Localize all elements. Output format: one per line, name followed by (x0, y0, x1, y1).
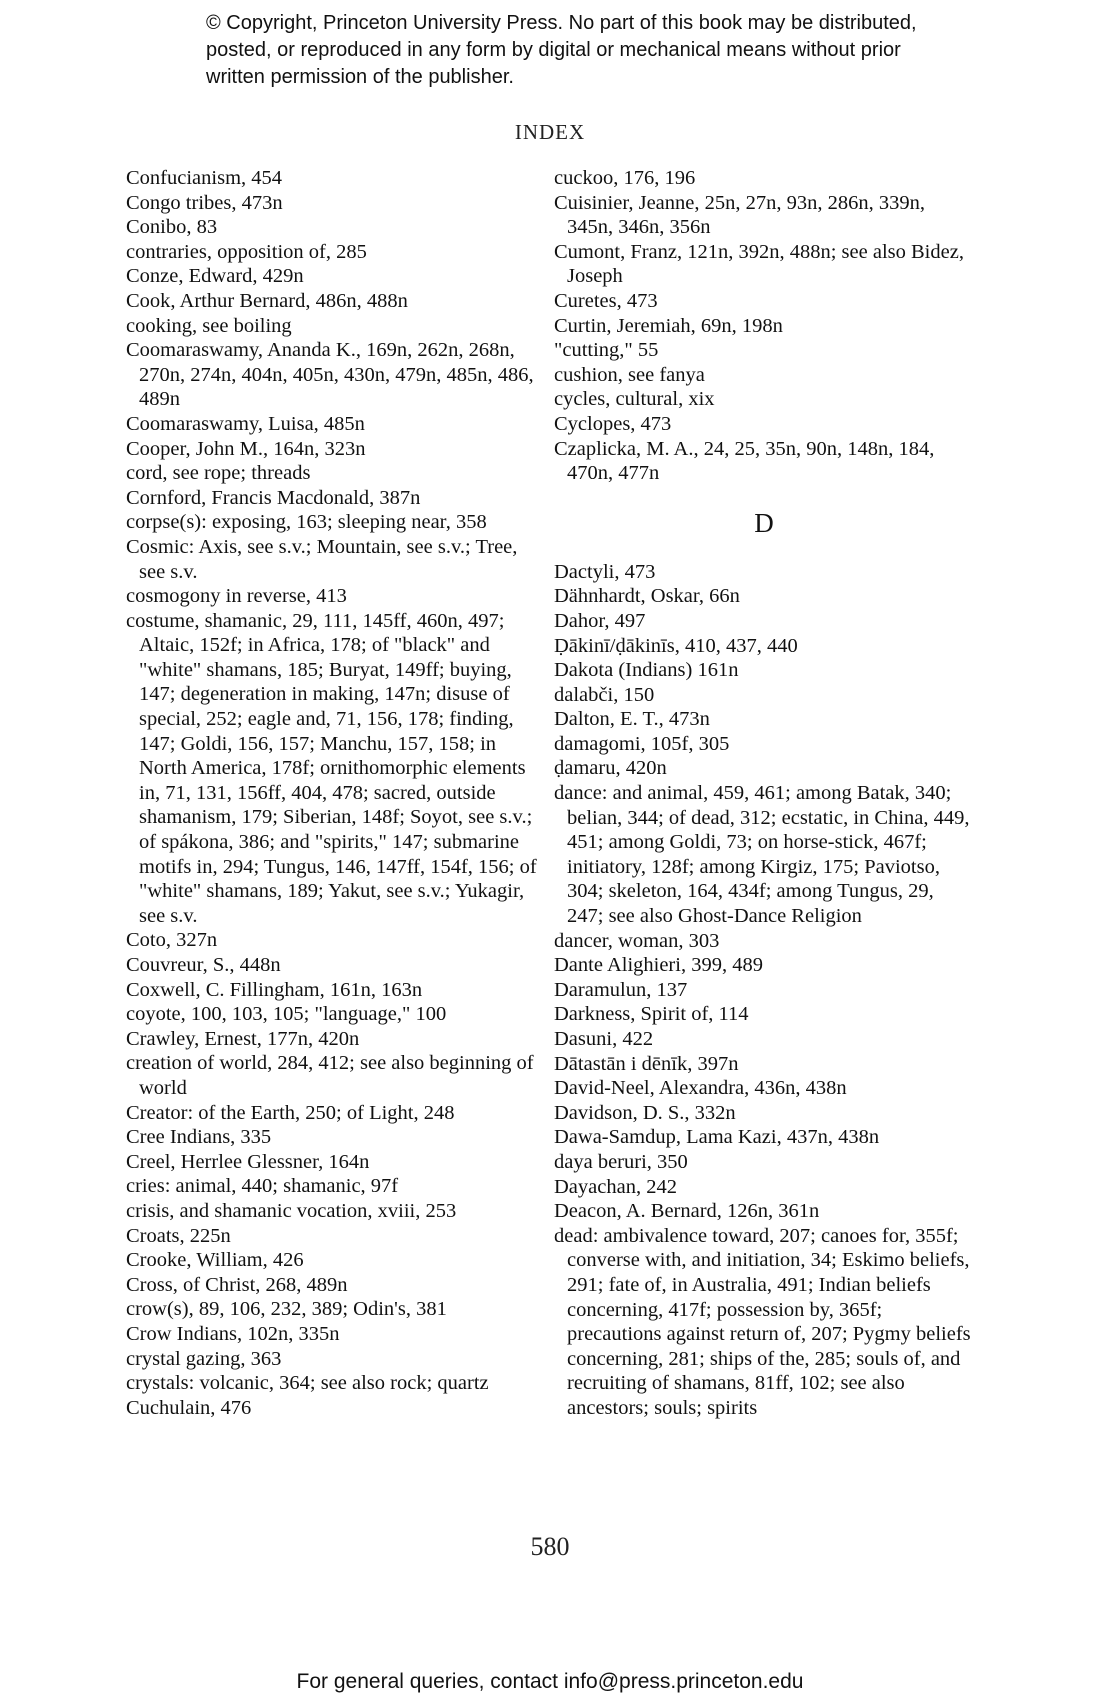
index-entry: creation of world, 284, 412; see also beginning of world (126, 1052, 534, 1099)
index-entry: crow(s), 89, 106, 232, 389; Odin's, 381 (126, 1298, 447, 1321)
index-entry: Dawa-Samdup, Lama Kazi, 437n, 438n (554, 1126, 880, 1149)
index-entry: Croats, 225n (126, 1224, 231, 1247)
index-entry: Coxwell, C. Fillingham, 161n, 163n (126, 978, 423, 1001)
index-entry: Cumont, Franz, 121n, 392n, 488n; see also Bidez, Joseph (554, 240, 964, 288)
index-entry: crystal gazing, 363 (126, 1347, 282, 1370)
index-entry: Conze, Edward, 429n (126, 265, 304, 288)
index-entry: Ḍākinī/ḍākinīs, 410, 437, 440 (554, 634, 798, 657)
index-entry: costume, shamanic, 29, 111, 145ff, 460n, 497; Altaic, 152f; in Africa, 178; of "black" and "white" shamans, 185; Buryat, 149ff; buying, 147; degeneration in making, 147n; disuse of special, 252; eagle and, 71, 156, 178; finding, 147; Goldi, 156, 157; Manchu, 157, 158; in North America, 178f; ornithomorphic elements in, 71, 131, 156ff, 404, 478; sacred, outside shamanism, 179; Siberian, 148f; Soyot, see s.v.; of spákona, 386; and "spirits," 147; submarine motifs in, 294; Tungus, 146, 147ff, 154f, 156; of "white" shamans, 189; Yakut, see s.v.; Yukagir, see s.v. (126, 609, 537, 927)
index-entry: Crow Indians, 102n, 335n (126, 1322, 340, 1345)
index-entry: Cree Indians, 335 (126, 1126, 272, 1149)
index-column-right (554, 166, 974, 1421)
index-entry: damagomi, 105f, 305 (554, 732, 730, 755)
index-entry: cooking, see boiling (126, 314, 292, 337)
index-entry: Crawley, Ernest, 177n, 420n (126, 1027, 360, 1050)
index-entry: Dakota (Indians) 161n (554, 659, 739, 682)
index-entry: Cuisinier, Jeanne, 25n, 27n, 93n, 286n, 339n, 345n, 346n, 356n (554, 191, 925, 239)
index-entry: Dalton, E. T., 473n (554, 708, 710, 731)
index-entry: ḍamaru, 420n (554, 757, 667, 780)
index-entry: Congo tribes, 473n (126, 191, 283, 214)
index-column-left (126, 166, 546, 1420)
index-entry: cuckoo, 176, 196 (554, 167, 696, 189)
copyright-notice: © Copyright, Princeton University Press. No part of this book may be distributed, posted, or reproduced in any form by digital or mechanical means without prior written permission of the publisher. (206, 12, 917, 88)
index-entry: daya beruri, 350 (554, 1150, 688, 1173)
index-entry: Daramulun, 137 (554, 978, 688, 1001)
index-entry: Cuchulain, 476 (126, 1396, 252, 1419)
index-entry: Crooke, William, 426 (126, 1249, 304, 1272)
index-entry: Coomaraswamy, Ananda K., 169n, 262n, 268n, 270n, 274n, 404n, 405n, 430n, 479n, 485n, 486, 489n (126, 339, 534, 411)
index-entry: Cooper, John M., 164n, 323n (126, 437, 366, 460)
index-entry: Darkness, Spirit of, 114 (554, 1003, 749, 1026)
index-entry: Dayachan, 242 (554, 1175, 677, 1198)
index-entry: Davidson, D. S., 332n (554, 1101, 736, 1124)
index-entry: Czaplicka, M. A., 24, 25, 35n, 90n, 148n, 184, 470n, 477n (554, 437, 935, 485)
index-entry: Dātastān i dēnīk, 397n (554, 1052, 739, 1075)
index-entry: Couvreur, S., 448n (126, 954, 281, 976)
index-entry: coyote, 100, 103, 105; "language," 100 (126, 1003, 447, 1026)
index-list-c (554, 166, 974, 486)
index-entry: dalabči, 150 (554, 683, 655, 706)
index-entry: Dahor, 497 (554, 609, 646, 632)
index-entry: Cook, Arthur Bernard, 486n, 488n (126, 289, 408, 312)
index-entry: Deacon, A. Bernard, 126n, 361n (554, 1200, 820, 1223)
index-entry: cord, see rope; threads (126, 462, 311, 485)
index-entry: Dactyli, 473 (554, 560, 656, 583)
index-entry: Cosmic: Axis, see s.v.; Mountain, see s.v.; Tree, see s.v. (126, 535, 518, 583)
index-entry: Curtin, Jeremiah, 69n, 198n (554, 314, 783, 337)
index-entry: Dante Alighieri, 399, 489 (554, 954, 763, 977)
index-entry: cosmogony in reverse, 413 (126, 585, 347, 608)
index-entry: cycles, cultural, xix (554, 388, 715, 411)
page-number: 580 (530, 1532, 570, 1561)
index-entry: Conibo, 83 (126, 216, 218, 239)
footer-contact: For general queries, contact info@press.princeton.edu (296, 1670, 804, 1693)
index-entry: Curetes, 473 (554, 289, 658, 312)
index-entry: Creator: of the Earth, 250; of Light, 248 (126, 1101, 455, 1124)
index-entry: corpse(s): exposing, 163; sleeping near, 358 (126, 511, 487, 534)
index-entry: David-Neel, Alexandra, 436n, 438n (554, 1077, 847, 1100)
index-entry: Coto, 327n (126, 929, 218, 952)
section-letter: D (754, 507, 774, 538)
index-entry: crisis, and shamanic vocation, xviii, 253 (126, 1199, 457, 1222)
index-list-d (554, 560, 974, 1421)
index-entry: "cutting," 55 (554, 339, 659, 362)
index-entry: Coomaraswamy, Luisa, 485n (126, 412, 365, 435)
index-entry: Dähnhardt, Oskar, 66n (554, 585, 740, 608)
index-entry: Creel, Herrlee Glessner, 164n (126, 1150, 370, 1173)
index-entry: dancer, woman, 303 (554, 929, 720, 952)
running-head: INDEX (514, 120, 586, 144)
index-entry: Cornford, Francis Macdonald, 387n (126, 486, 421, 509)
index-entry: dead: ambivalence toward, 207; canoes for, 355f; converse with, and initiation, 34; Eskimo beliefs, 291; fate of, in Australia, 491; Indian beliefs concerning, 417f; possession by, 365f; precautions against return of, 207; Pygmy beliefs concerning, 281; ships of the, 285; souls of, and recruiting of shamans, 81ff, 102; see also ancestors; souls; spirits (554, 1224, 971, 1419)
index-entry: Cross, of Christ, 268, 489n (126, 1273, 348, 1296)
index-entry: crystals: volcanic, 364; see also rock; quartz (126, 1372, 489, 1395)
index-entry: Dasuni, 422 (554, 1028, 654, 1050)
index-entry: contraries, opposition of, 285 (126, 240, 367, 263)
index-entry: cries: animal, 440; shamanic, 97f (126, 1175, 399, 1198)
index-entry: dance: and animal, 459, 461; among Batak, 340; belian, 344; of dead, 312; ecstatic, in China, 449, 451; among Goldi, 73; on horse-stick, 467f; initiatory, 128f; among Kirgiz, 175; Paviotso, 304; skeleton, 164, 434f; among Tungus, 29, 247; see also Ghost-Dance Religion (554, 782, 970, 928)
index-entry: Cyclopes, 473 (554, 412, 672, 435)
index-entry: cushion, see fanya (554, 363, 705, 386)
index-entry: Confucianism, 454 (126, 167, 283, 189)
